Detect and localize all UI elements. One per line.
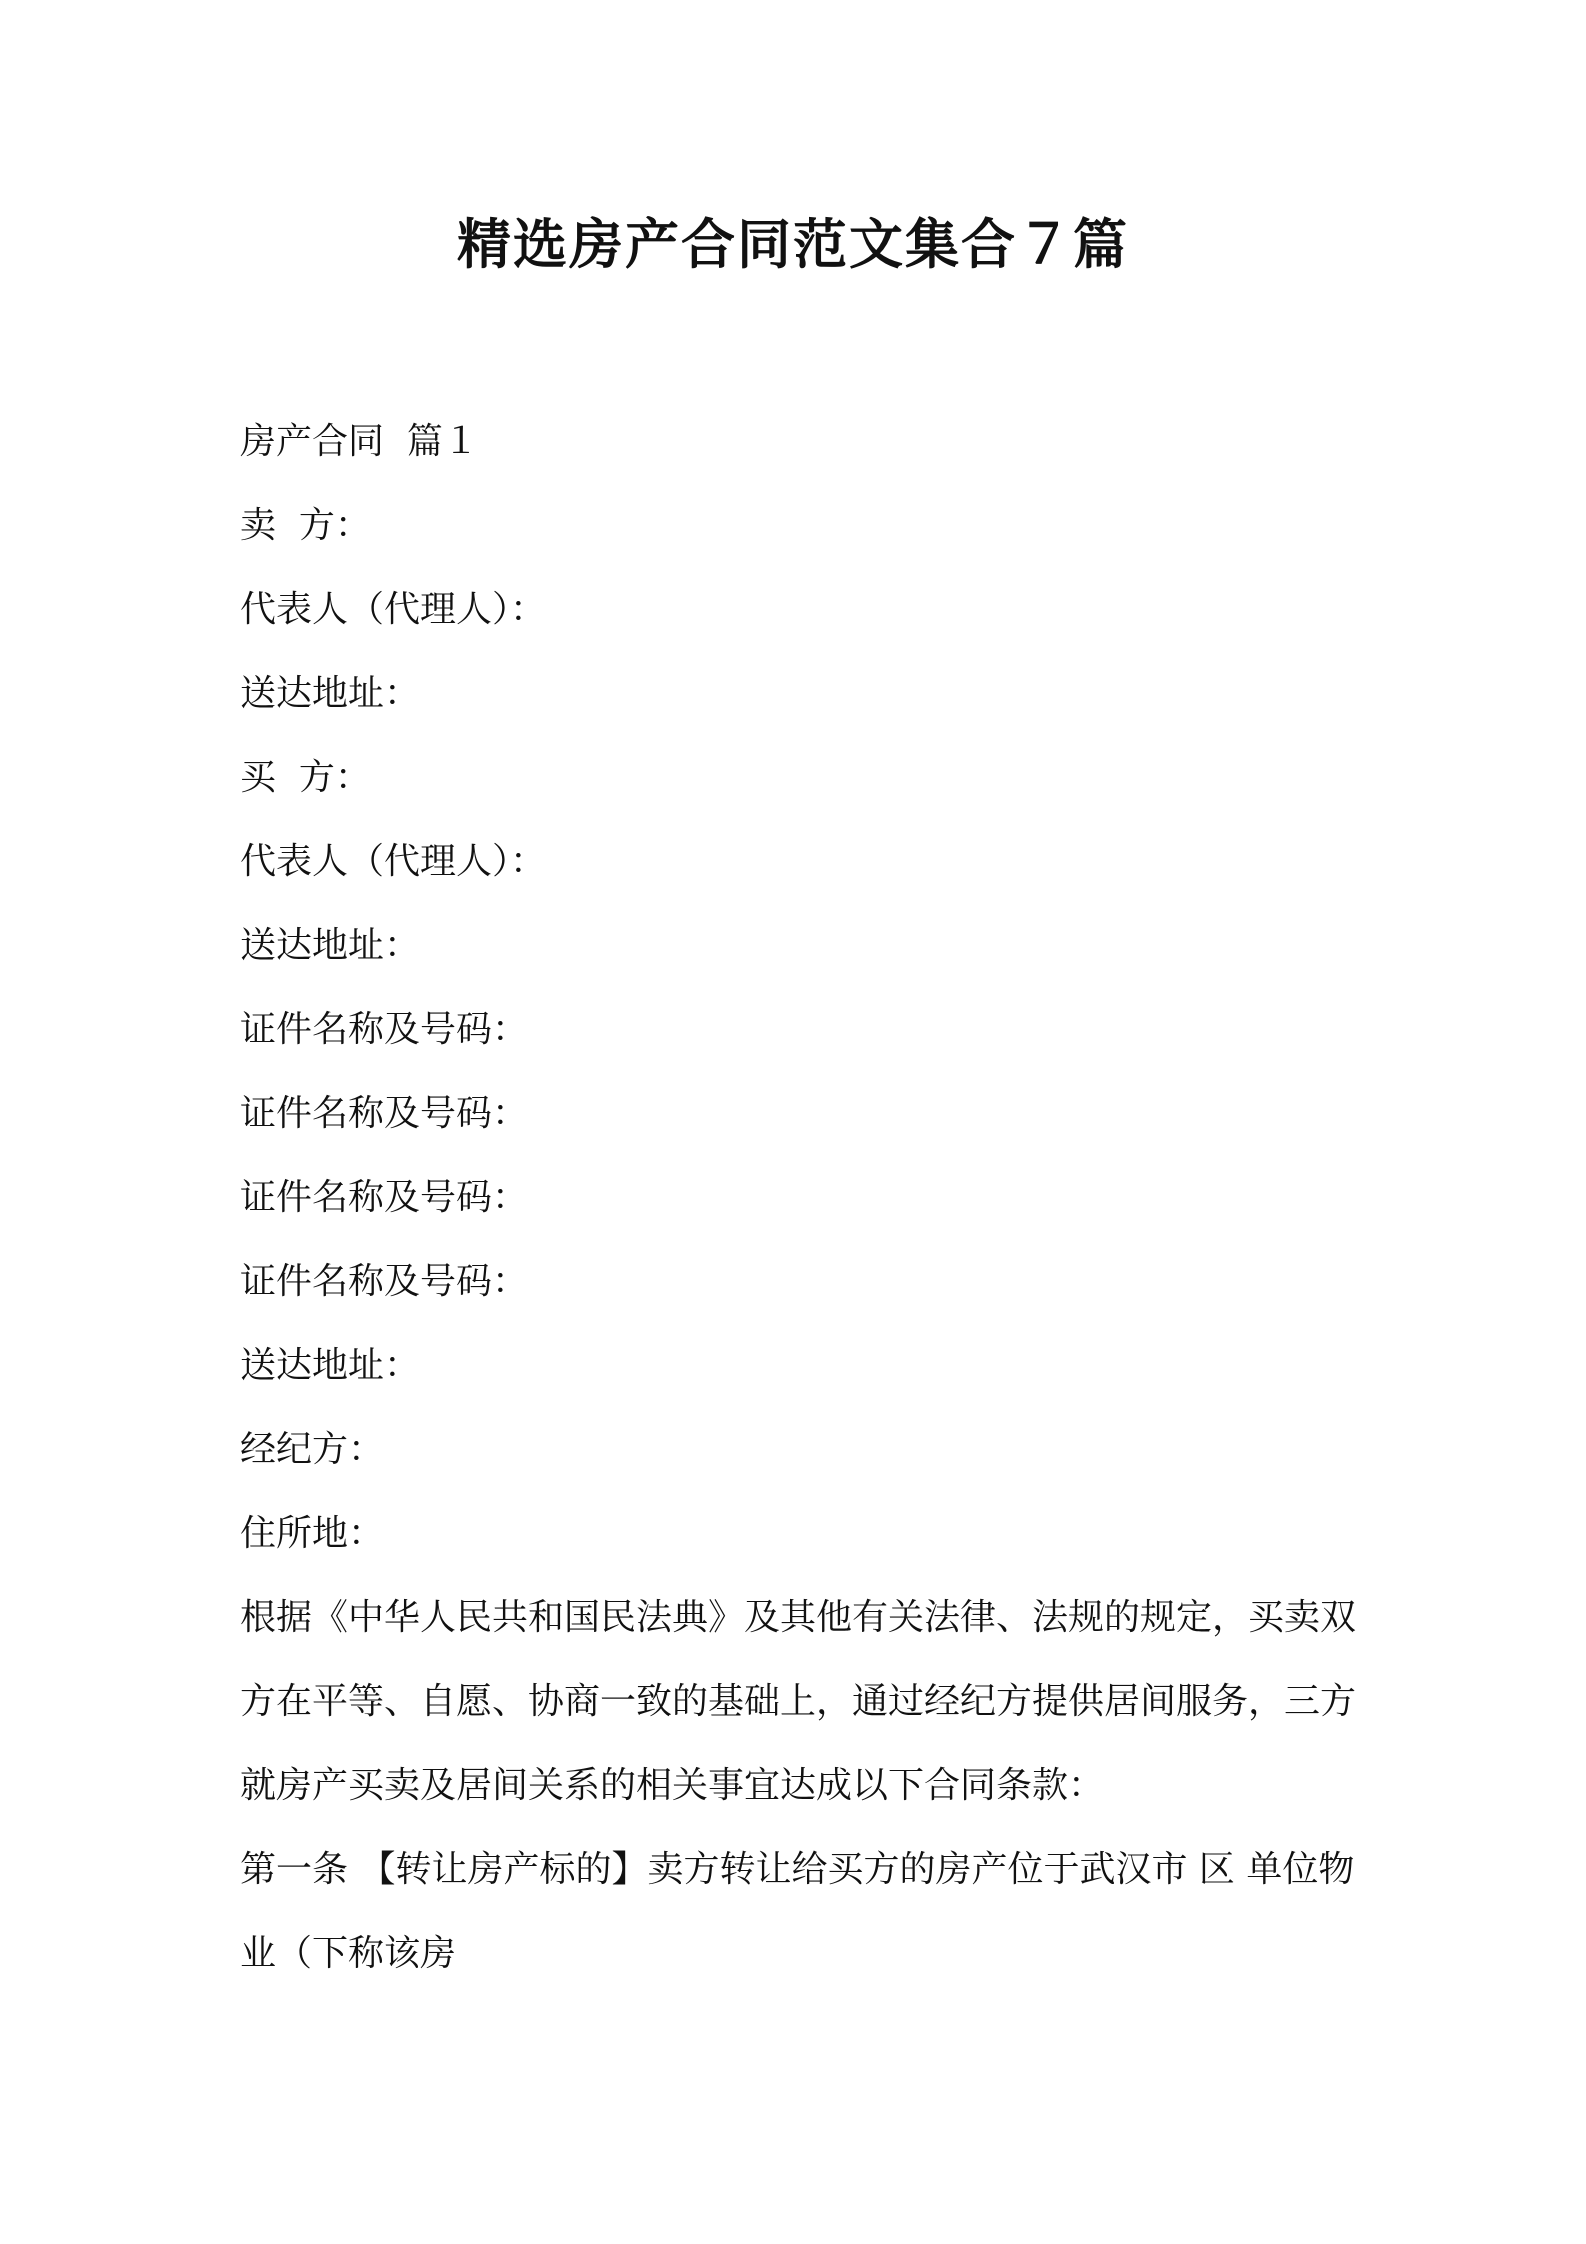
- address-field: 送达地址：: [240, 1345, 421, 1386]
- id-document-field: 证件名称及号码：: [240, 1009, 529, 1050]
- document-body: [240, 400, 1360, 1996]
- seller-field: 卖 方：: [240, 505, 371, 546]
- article-one-paragraph: 第一条 【转让房产标的】卖方转让给买方的房产位于武汉市 区 单位物业（下称该房: [240, 1849, 1355, 1974]
- buyer-address-field: 送达地址：: [240, 925, 421, 966]
- section-heading: 房产合同 篇１: [240, 421, 479, 462]
- residence-field: 住所地：: [240, 1513, 385, 1554]
- id-document-field: 证件名称及号码：: [240, 1261, 529, 1302]
- buyer-field: 买 方：: [240, 757, 371, 798]
- id-document-field: 证件名称及号码：: [240, 1177, 529, 1218]
- seller-representative-field: 代表人（代理人）：: [240, 589, 547, 630]
- seller-address-field: 送达地址：: [240, 673, 421, 714]
- agent-field: 经纪方：: [240, 1429, 385, 1470]
- document-title: 精选房产合同范文集合７篇: [457, 213, 1129, 276]
- buyer-representative-field: 代表人（代理人）：: [240, 841, 547, 882]
- id-document-field: 证件名称及号码：: [240, 1093, 529, 1134]
- preamble-paragraph: 根据《中华人民共和国民法典》及其他有关法律、法规的规定，买卖双方在平等、自愿、协商一致的基础上，通过经纪方提供居间服务，三方就房产买卖及居间关系的相关事宜达成以下合同条款：: [240, 1597, 1357, 1806]
